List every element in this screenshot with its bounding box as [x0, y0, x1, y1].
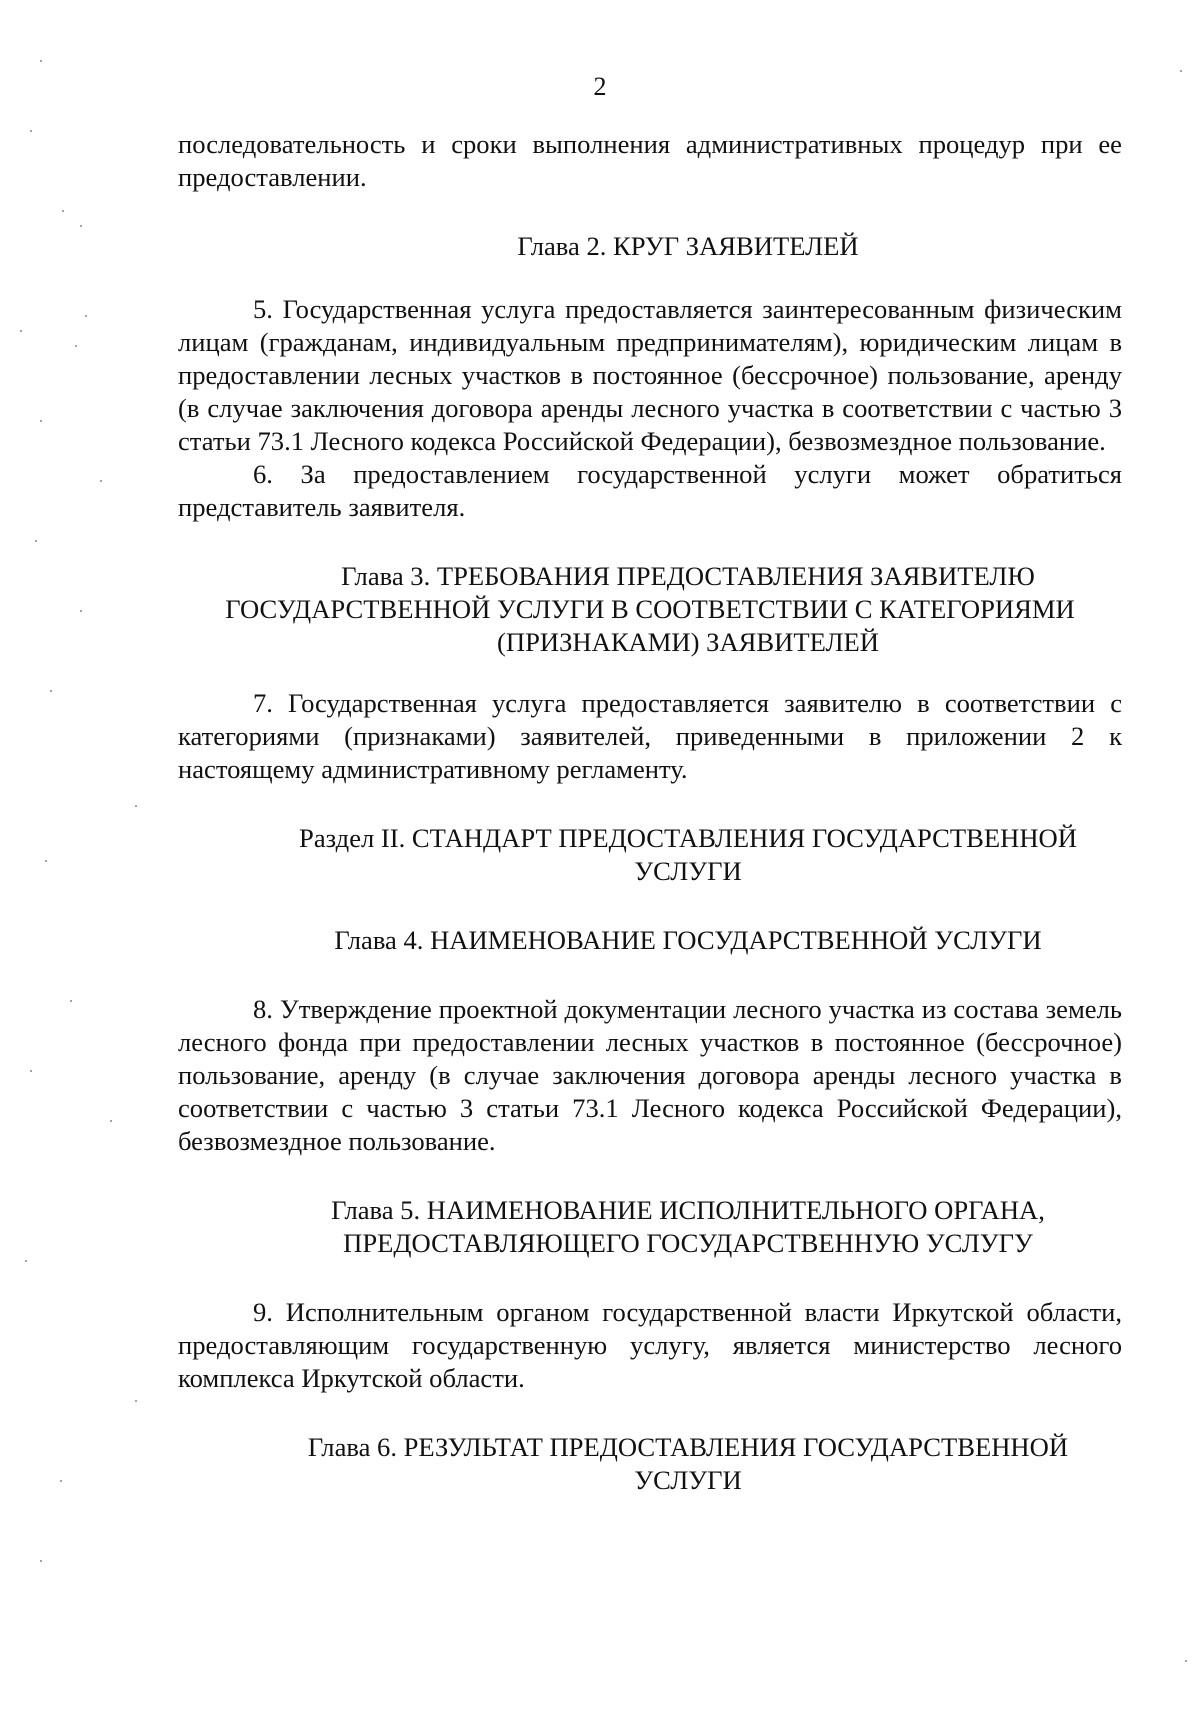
paragraph-5: 5. Государственная услуга предоставляется заинтересованным физическим лицам (гражданам, индивидуальным предпринимателям), юридическим лицам в предоставлении лесных участков в постоянное (бессрочное) пользование, аренду (в случае заключения договора аренды лесного участка в соответствии с частью 3 статьи 73.1 Лесного кодекса Российской Федерации), безвозмездное пользование. [178, 294, 1122, 456]
chapter-3-title [178, 560, 1122, 659]
document-body [178, 128, 1122, 1497]
paragraph-9: 9. Исполнительным органом государственной власти Иркутской области, предоставляющим государственную услугу, является министерство лесного комплекса Иркутской области. [178, 1297, 1122, 1393]
chapter-3-title-line-2: ГОСУДАРСТВЕННОЙ УСЛУГИ В СООТВЕТСТВИИ С КАТЕГОРИЯМИ [225, 594, 1075, 624]
chapter-6-title-line-2: УСЛУГИ [634, 1465, 742, 1495]
chapter-3-title-line-1: Глава 3. ТРЕБОВАНИЯ ПРЕДОСТАВЛЕНИЯ ЗАЯВИТЕЛЮ [341, 561, 1035, 591]
paragraph-7: 7. Государственная услуга предоставляется заявителю в соответствии с категориями (признаками) заявителей, приведенными в приложении 2 к настоящему административному регламенту. [178, 688, 1122, 784]
chapter-5-title [178, 1194, 1122, 1260]
intro-paragraph: последовательность и сроки выполнения административных процедур при ее предоставлении. [178, 129, 1122, 192]
chapter-6-title-line-1: Глава 6. РЕЗУЛЬТАТ ПРЕДОСТАВЛЕНИЯ ГОСУДАРСТВЕННОЙ [307, 1432, 1069, 1462]
chapter-4-title: Глава 4. НАИМЕНОВАНИЕ ГОСУДАРСТВЕННОЙ УСЛУГИ [334, 925, 1042, 955]
page-number: 2 [593, 72, 607, 101]
chapter-6-title [178, 1431, 1122, 1497]
section-2-title-line-1: Раздел II. СТАНДАРТ ПРЕДОСТАВЛЕНИЯ ГОСУДАРСТВЕННОЙ [299, 823, 1077, 853]
chapter-5-title-line-1: Глава 5. НАИМЕНОВАНИЕ ИСПОЛНИТЕЛЬНОГО ОРГАНА, [331, 1195, 1045, 1225]
paragraph-6: 6. За предоставлением государственной услуги может обратиться представитель заявителя. [178, 459, 1122, 522]
paragraph-8: 8. Утверждение проектной документации лесного участка из состава земель лесного фонда при предоставлении лесных участков в постоянное (бессрочное) пользование, аренду (в случае заключения договора аренды лесного участка в соответствии с частью 3 статьи 73.1 Лесного кодекса Российской Федерации), безвозмездное пользование. [178, 994, 1122, 1156]
chapter-5-title-line-2: ПРЕДОСТАВЛЯЮЩЕГО ГОСУДАРСТВЕННУЮ УСЛУГУ [343, 1228, 1033, 1258]
chapter-3-title-line-3: (ПРИЗНАКАМИ) ЗАЯВИТЕЛЕЙ [497, 627, 879, 657]
section-2-title [178, 822, 1122, 888]
chapter-2-title: Глава 2. КРУГ ЗАЯВИТЕЛЕЙ [517, 231, 859, 261]
section-2-title-line-2: УСЛУГИ [634, 856, 742, 886]
